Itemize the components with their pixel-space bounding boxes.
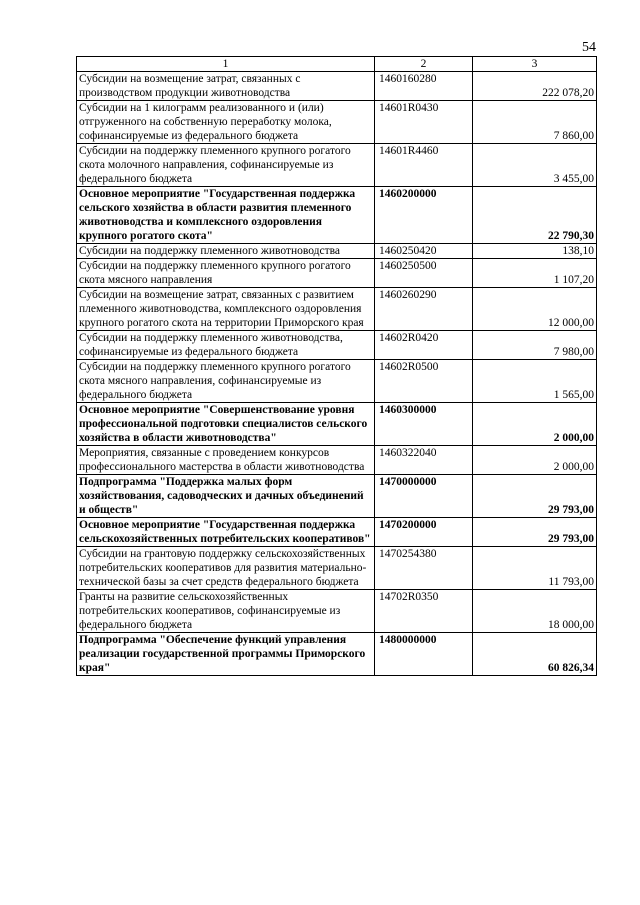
row-amount-cell: 11 793,00 [473,547,597,590]
row-name-cell: Субсидии на поддержку племенного крупного рогатого скота мясного направления, софинансируемые из федерального бюджета [77,360,375,403]
row-name-cell: Субсидии на 1 килограмм реализованного и (или) отгруженного на собственную переработку молока, софинансируемые из федерального бюджета [77,101,375,144]
table-row [77,633,597,676]
row-name-cell: Субсидии на возмещение затрат, связанных с развитием племенного животноводства, комплексного оздоровления крупного рогатого скота на территории Приморского края [77,288,375,331]
row-code-cell: 1470254380 [375,547,473,590]
row-code-cell: 1470000000 [375,475,473,518]
column-header-3: 3 [473,57,597,72]
row-code-cell: 1460250420 [375,244,473,259]
table-body [77,72,597,676]
row-name-cell: Основное мероприятие "Совершенствование уровня профессиональной подготовки специалистов сельского хозяйства в области животноводства" [77,403,375,446]
table-row [77,244,597,259]
row-name-cell: Субсидии на возмещение затрат, связанных с производством продукции животноводства [77,72,375,101]
table-row [77,144,597,187]
row-amount-cell: 138,10 [473,244,597,259]
row-name-cell: Гранты на развитие сельскохозяйственных потребительских кооперативов, софинансируемые из федерального бюджета [77,590,375,633]
table-row [77,288,597,331]
row-amount-cell: 18 000,00 [473,590,597,633]
row-amount-cell: 29 793,00 [473,475,597,518]
column-header-2: 2 [375,57,473,72]
row-code-cell: 14602R0500 [375,360,473,403]
row-name-cell: Субсидии на грантовую поддержку сельскохозяйственных потребительских кооперативов для развития материально-технической базы за счет средств федерального бюджета [77,547,375,590]
row-amount-cell: 3 455,00 [473,144,597,187]
row-code-cell: 14601R4460 [375,144,473,187]
table-row [77,259,597,288]
table-row [77,518,597,547]
row-name-cell: Подпрограмма "Поддержка малых форм хозяйствования, садоводческих и дачных объединений и обществ" [77,475,375,518]
row-amount-cell: 22 790,30 [473,187,597,244]
table-row [77,331,597,360]
row-amount-cell: 222 078,20 [473,72,597,101]
table-row [77,360,597,403]
column-header-1: 1 [77,57,375,72]
row-name-cell: Субсидии на поддержку племенного крупного рогатого скота мясного направления [77,259,375,288]
table-row [77,101,597,144]
row-name-cell: Основное мероприятие "Государственная поддержка сельского хозяйства в области развития племенного животноводства и комплексного оздоровления крупного рогатого скота" [77,187,375,244]
table-row [77,475,597,518]
table-header [77,57,597,72]
row-amount-cell: 1 565,00 [473,360,597,403]
row-code-cell: 1460200000 [375,187,473,244]
table-row [77,187,597,244]
row-code-cell: 14702R0350 [375,590,473,633]
table-row [77,547,597,590]
row-amount-cell: 7 980,00 [473,331,597,360]
row-amount-cell: 2 000,00 [473,403,597,446]
row-amount-cell: 60 826,34 [473,633,597,676]
row-code-cell: 14602R0420 [375,331,473,360]
row-amount-cell: 7 860,00 [473,101,597,144]
row-code-cell: 14601R0430 [375,101,473,144]
row-amount-cell: 1 107,20 [473,259,597,288]
header-row [77,57,597,72]
row-name-cell: Субсидии на поддержку племенного животноводства, софинансируемые из федерального бюджета [77,331,375,360]
row-code-cell: 1460322040 [375,446,473,475]
page-number: 54 [582,40,596,55]
table-row [77,72,597,101]
row-code-cell: 1460250500 [375,259,473,288]
row-amount-cell: 2 000,00 [473,446,597,475]
table-row [77,590,597,633]
row-name-cell: Субсидии на поддержку племенного крупного рогатого скота молочного направления, софинансируемые из федерального бюджета [77,144,375,187]
table-row [77,403,597,446]
row-name-cell: Основное мероприятие "Государственная поддержка сельскохозяйственных потребительских кооперативов" [77,518,375,547]
row-code-cell: 1480000000 [375,633,473,676]
row-code-cell: 1460160280 [375,72,473,101]
row-name-cell: Субсидии на поддержку племенного животноводства [77,244,375,259]
row-code-cell: 1460260290 [375,288,473,331]
budget-table [76,56,597,676]
row-amount-cell: 12 000,00 [473,288,597,331]
row-code-cell: 1460300000 [375,403,473,446]
row-code-cell: 1470200000 [375,518,473,547]
row-amount-cell: 29 793,00 [473,518,597,547]
row-name-cell: Подпрограмма "Обеспечение функций управления реализации государственной программы Приморского края" [77,633,375,676]
table-row [77,446,597,475]
row-name-cell: Мероприятия, связанные с проведением конкурсов профессионального мастерства в области животноводства [77,446,375,475]
